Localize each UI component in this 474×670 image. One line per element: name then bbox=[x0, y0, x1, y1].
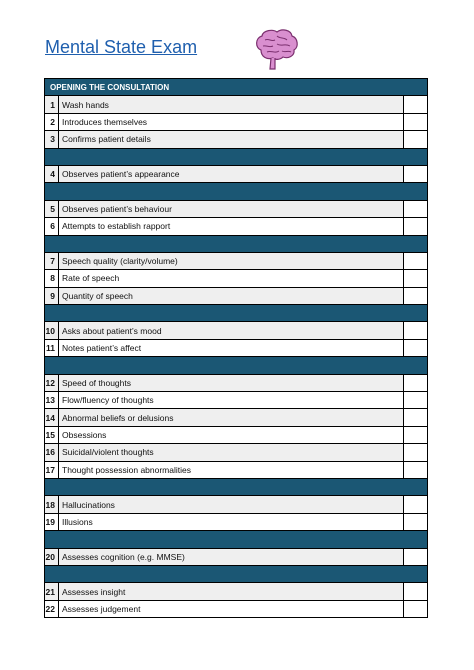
checklist-row bbox=[45, 548, 428, 565]
checklist-row bbox=[45, 96, 428, 113]
checkbox-cell[interactable] bbox=[404, 165, 428, 182]
checkbox-cell[interactable] bbox=[404, 374, 428, 391]
item-label: Thought possession abnormalities bbox=[59, 461, 404, 478]
checkbox-cell[interactable] bbox=[404, 218, 428, 235]
checkbox-cell[interactable] bbox=[404, 270, 428, 287]
checklist-row bbox=[45, 496, 428, 513]
item-label: Confirms patient details bbox=[59, 131, 404, 148]
item-label: Speech quality (clarity/volume) bbox=[59, 252, 404, 269]
checklist-row bbox=[45, 339, 428, 356]
checklist-row bbox=[45, 287, 428, 304]
section-separator bbox=[45, 235, 428, 252]
item-label: Speed of thoughts bbox=[59, 374, 404, 391]
checkbox-cell[interactable] bbox=[404, 131, 428, 148]
section-separator bbox=[45, 478, 428, 495]
section-separator bbox=[45, 183, 428, 200]
item-label: Flow/fluency of thoughts bbox=[59, 392, 404, 409]
item-number: 11 bbox=[45, 339, 59, 356]
item-number: 21 bbox=[45, 583, 59, 600]
item-number: 12 bbox=[45, 374, 59, 391]
section-header: OPENING THE CONSULTATION bbox=[45, 79, 428, 96]
item-number: 7 bbox=[45, 252, 59, 269]
section-separator bbox=[45, 531, 428, 548]
checkbox-cell[interactable] bbox=[404, 426, 428, 443]
checkbox-cell[interactable] bbox=[404, 548, 428, 565]
checkbox-cell[interactable] bbox=[404, 322, 428, 339]
item-number: 22 bbox=[45, 600, 59, 617]
item-label: Suicidal/violent thoughts bbox=[59, 444, 404, 461]
section-separator bbox=[45, 357, 428, 374]
item-label: Asks about patient’s mood bbox=[59, 322, 404, 339]
item-number: 6 bbox=[45, 218, 59, 235]
checkbox-cell[interactable] bbox=[404, 444, 428, 461]
checkbox-cell[interactable] bbox=[404, 583, 428, 600]
checklist-row bbox=[45, 409, 428, 426]
item-number: 2 bbox=[45, 113, 59, 130]
checkbox-cell[interactable] bbox=[404, 496, 428, 513]
checkbox-cell[interactable] bbox=[404, 513, 428, 530]
checklist-row bbox=[45, 600, 428, 617]
item-label: Assesses judgement bbox=[59, 600, 404, 617]
checkbox-cell[interactable] bbox=[404, 252, 428, 269]
item-label: Illusions bbox=[59, 513, 404, 530]
checkbox-cell[interactable] bbox=[404, 392, 428, 409]
section-header-row bbox=[45, 79, 428, 96]
section-separator bbox=[45, 565, 428, 582]
checkbox-cell[interactable] bbox=[404, 461, 428, 478]
checklist-row bbox=[45, 322, 428, 339]
item-number: 16 bbox=[45, 444, 59, 461]
checklist-row bbox=[45, 165, 428, 182]
checklist-row bbox=[45, 513, 428, 530]
item-number: 5 bbox=[45, 200, 59, 217]
item-number: 3 bbox=[45, 131, 59, 148]
item-label: Obsessions bbox=[59, 426, 404, 443]
checklist-row bbox=[45, 392, 428, 409]
item-number: 1 bbox=[45, 96, 59, 113]
checkbox-cell[interactable] bbox=[404, 409, 428, 426]
item-number: 15 bbox=[45, 426, 59, 443]
checklist-table bbox=[44, 78, 428, 618]
item-number: 20 bbox=[45, 548, 59, 565]
item-label: Observes patient’s behaviour bbox=[59, 200, 404, 217]
checklist-row bbox=[45, 252, 428, 269]
item-label: Notes patient’s affect bbox=[59, 339, 404, 356]
checkbox-cell[interactable] bbox=[404, 200, 428, 217]
checklist-row bbox=[45, 131, 428, 148]
checkbox-cell[interactable] bbox=[404, 96, 428, 113]
checklist-row bbox=[45, 374, 428, 391]
item-number: 18 bbox=[45, 496, 59, 513]
section-separator bbox=[45, 148, 428, 165]
item-number: 13 bbox=[45, 392, 59, 409]
item-number: 8 bbox=[45, 270, 59, 287]
item-label: Observes patient’s appearance bbox=[59, 165, 404, 182]
item-label: Introduces themselves bbox=[59, 113, 404, 130]
checklist-row bbox=[45, 200, 428, 217]
checklist-row bbox=[45, 113, 428, 130]
item-label: Abnormal beliefs or delusions bbox=[59, 409, 404, 426]
item-label: Quantity of speech bbox=[59, 287, 404, 304]
item-number: 19 bbox=[45, 513, 59, 530]
checklist-row bbox=[45, 270, 428, 287]
checkbox-cell[interactable] bbox=[404, 113, 428, 130]
checklist-row bbox=[45, 426, 428, 443]
checklist-row bbox=[45, 583, 428, 600]
item-number: 14 bbox=[45, 409, 59, 426]
item-label: Rate of speech bbox=[59, 270, 404, 287]
checkbox-cell[interactable] bbox=[404, 339, 428, 356]
checkbox-cell[interactable] bbox=[404, 287, 428, 304]
item-label: Assesses cognition (e.g. MMSE) bbox=[59, 548, 404, 565]
item-number: 17 bbox=[45, 461, 59, 478]
item-label: Hallucinations bbox=[59, 496, 404, 513]
section-separator bbox=[45, 305, 428, 322]
checkbox-cell[interactable] bbox=[404, 600, 428, 617]
page-title: Mental State Exam bbox=[45, 37, 198, 57]
item-number: 9 bbox=[45, 287, 59, 304]
item-number: 10 bbox=[45, 322, 59, 339]
checklist-row bbox=[45, 218, 428, 235]
checklist-row bbox=[45, 444, 428, 461]
item-label: Assesses insight bbox=[59, 583, 404, 600]
item-label: Wash hands bbox=[59, 96, 404, 113]
brain-icon bbox=[253, 28, 299, 70]
item-label: Attempts to establish rapport bbox=[59, 218, 404, 235]
checklist-row bbox=[45, 461, 428, 478]
item-number: 4 bbox=[45, 165, 59, 182]
